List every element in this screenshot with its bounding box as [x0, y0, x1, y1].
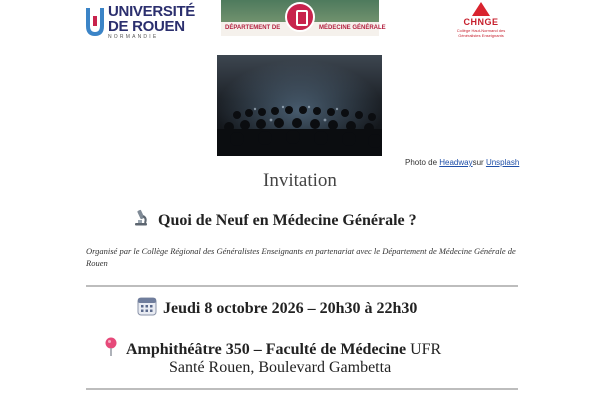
microscope-icon — [132, 209, 150, 227]
photo-credit-site-link[interactable]: Unsplash — [485, 158, 520, 167]
event-date-text: Jeudi 8 octobre 2026 – 20h30 à 22h30 — [163, 300, 418, 317]
departement-logo-emblem — [285, 2, 315, 32]
photo-credit-prefix: Photo de — [405, 158, 440, 167]
universite-rouen-logo — [86, 4, 196, 40]
departement-medecine-logo — [221, 0, 386, 36]
event-title-text: Quoi de Neuf en Médecine Générale ? — [158, 212, 417, 229]
event-place-line2: Santé Rouen, Boulevard Gambetta — [169, 359, 392, 376]
photo-credit-middle: sur — [472, 158, 486, 167]
organizer-text: Organisé par le Collège Régional des Généralistes Enseignants en partenariat avec le Département de Médecine Générale de Rouen — [86, 246, 516, 268]
universite-logo-mark — [86, 6, 104, 36]
divider-top — [86, 285, 518, 287]
calendar-icon — [137, 296, 157, 316]
event-place — [104, 337, 441, 359]
universite-logo-text — [108, 4, 195, 40]
divider-bottom — [86, 388, 518, 390]
universite-logo-line1: UNIVERSITÉ — [108, 3, 196, 20]
departement-logo-left-text: DÉPARTEMENT DE — [225, 25, 281, 31]
photo-credit — [405, 158, 519, 167]
event-place-rest: UFR — [406, 341, 442, 358]
chnge-logo-name: CHNGE — [463, 17, 499, 27]
chnge-logo-tagline: Collège Haut-Normand des Généralistes Enseignants — [456, 28, 506, 38]
universite-logo-line2: DE ROUEN — [108, 18, 185, 35]
chnge-logo — [445, 2, 517, 40]
event-date — [137, 296, 417, 318]
event-title — [132, 209, 417, 230]
departement-logo-right-text: MÉDECINE GÉNÉRALE — [319, 25, 386, 31]
universite-logo-line3: NORMANDIE — [108, 34, 159, 40]
audience-photo — [217, 55, 382, 156]
photo-credit-author-link[interactable]: Headway — [439, 158, 473, 167]
location-pin-icon — [104, 337, 118, 357]
chnge-sail-icon — [472, 2, 490, 16]
event-place-bold: Amphithéâtre 350 – Faculté de Médecine — [126, 341, 407, 358]
invitation-title: Invitation — [263, 170, 337, 191]
